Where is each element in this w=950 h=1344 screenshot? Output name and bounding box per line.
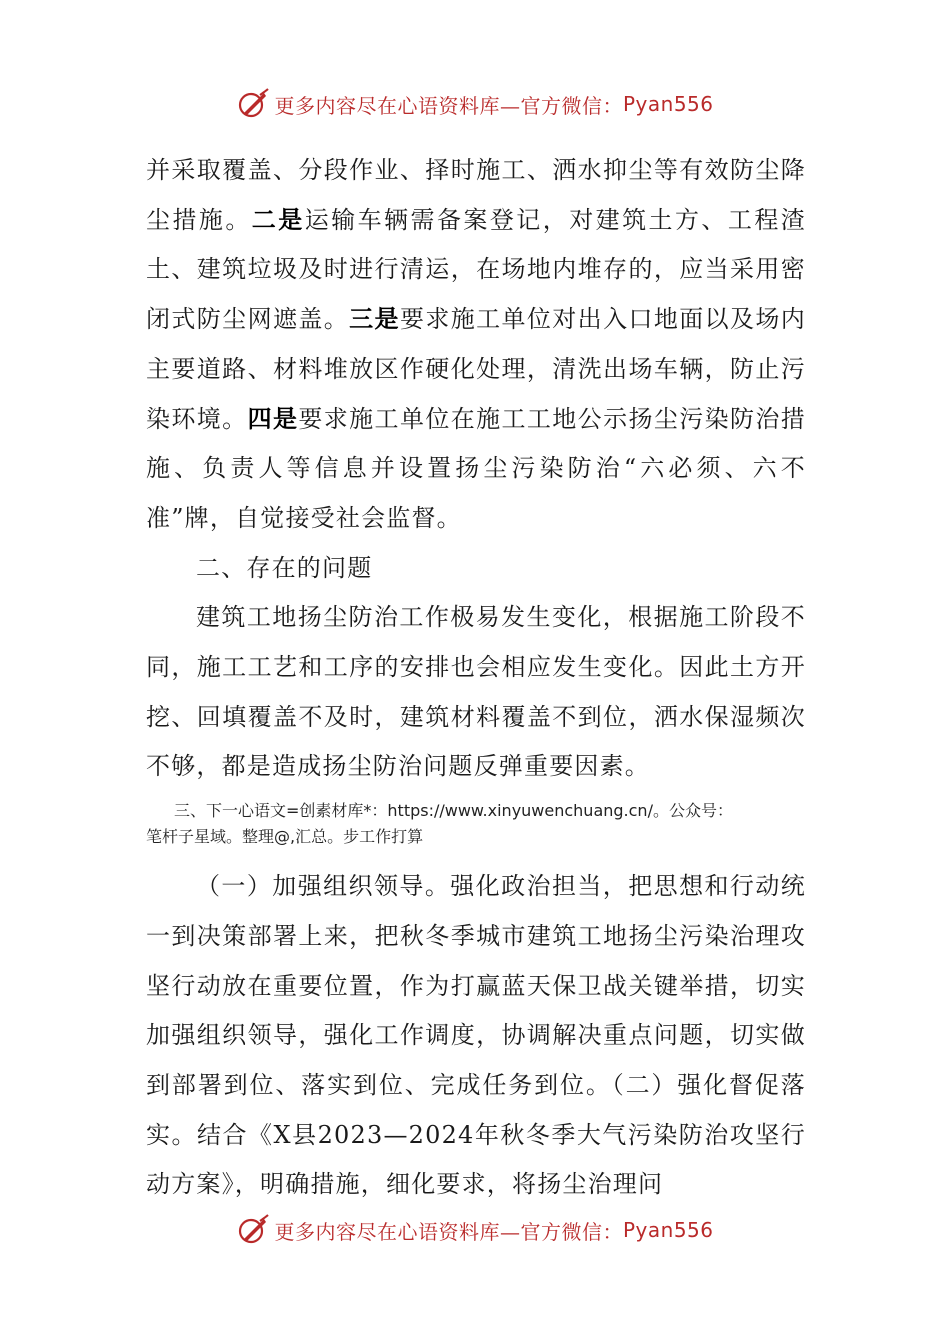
note-line-1: 三、下一心语文=创素材库*：https://www.xinyuwenchuang.cn/。公众号：	[174, 801, 733, 821]
note-line-2: 笔杆子星域。整理@,汇总。步工作打算	[146, 827, 424, 847]
watermark-note	[146, 798, 806, 850]
paragraph-measures: 并采取覆盖、分段作业、择时施工、洒水抑尘等有效防尘降尘措施。二是运输车辆需备案登记，对建筑土方、工程渣土、建筑垃圾及时进行清运，在场地内堆存的，应当采用密闭式防尘网遮盖。三是要求施工单位对出入口地面以及场内主要道路、材料堆放区作硬化处理，清洗出场车辆，防止污染环境。四是要求施工单位在施工工地公示扬尘污染防治措施、负责人等信息并设置扬尘污染防治“六必须、六不准”牌，自觉接受社会监督。	[146, 156, 807, 532]
section-heading-problems: 二、存在的问题	[196, 553, 373, 582]
quill-pen-logo-icon	[236, 1213, 270, 1247]
quill-pen-logo-icon	[236, 87, 270, 121]
document-body	[146, 146, 806, 1210]
wechat-id: Pyan556	[622, 1218, 714, 1242]
banner-text: 更多内容尽在心语资料库—官方微信：	[274, 1219, 623, 1244]
banner-text: 更多内容尽在心语资料库—官方微信：	[274, 93, 623, 118]
bold-marker-4: 四是	[247, 404, 299, 433]
bold-marker-3: 三是	[349, 305, 400, 334]
footer-banner	[0, 1210, 950, 1250]
bold-marker-2: 二是	[251, 205, 305, 234]
wechat-id: Pyan556	[622, 92, 714, 116]
paragraph-plans: （一）加强组织领导。强化政治担当，把思想和行动统一到决策部署上来，把秋冬季城市建筑工地扬尘污染治理攻坚行动放在重要位置，作为打赢蓝天保卫战关键举措，切实加强组织领导，强化工作调度，协调解决重点问题，切实做到部署到位、落实到位、完成任务到位。（二）强化督促落实。结合《X县2023—2024年秋冬季大气污染防治攻坚行动方案》，明确措施，细化要求，将扬尘治理问	[146, 872, 806, 1199]
header-banner	[0, 84, 950, 124]
paragraph-problems: 建筑工地扬尘防治工作极易发生变化，根据施工阶段不同，施工工艺和工序的安排也会相应发生变化。因此土方开挖、回填覆盖不及时，建筑材料覆盖不到位，洒水保湿频次不够，都是造成扬尘防治问题反弹重要因素。	[146, 603, 806, 781]
